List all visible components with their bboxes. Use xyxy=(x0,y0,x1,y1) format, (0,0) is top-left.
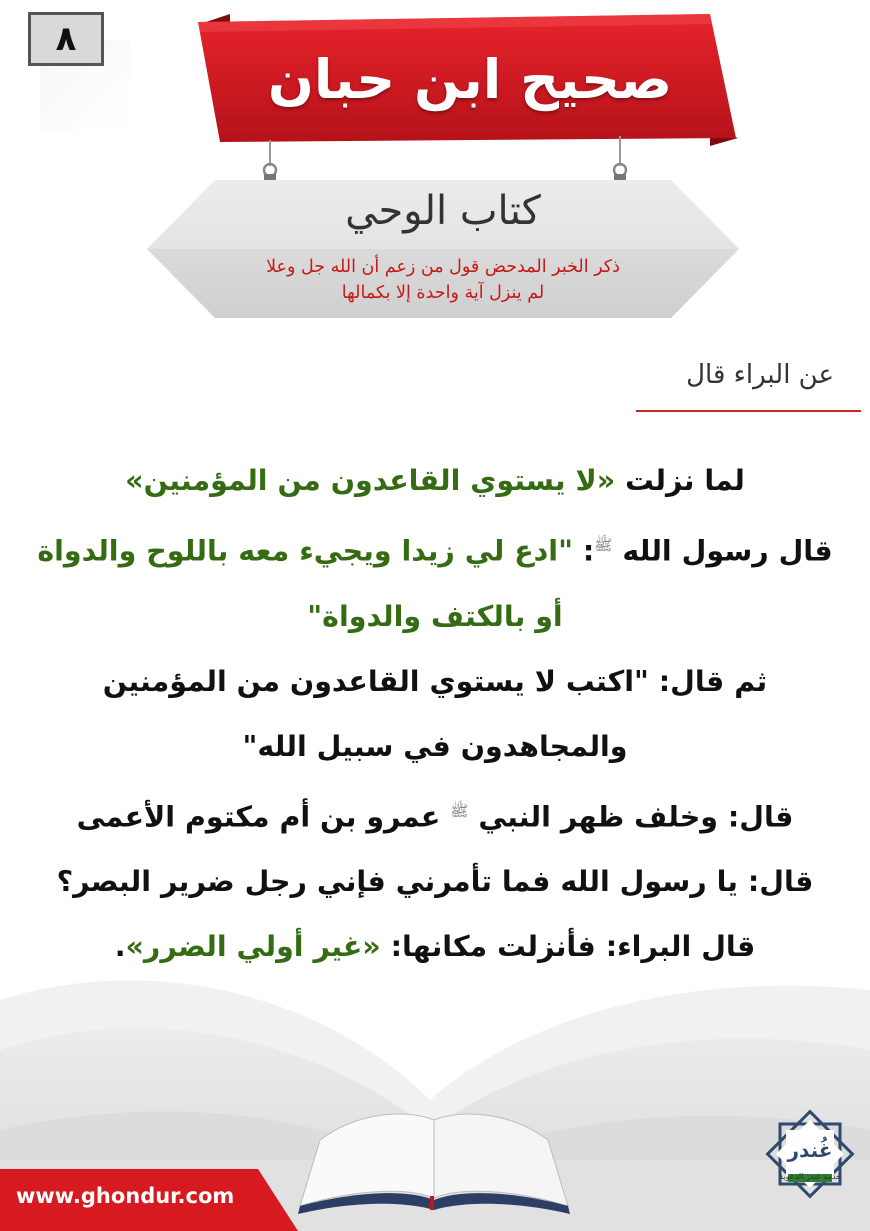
website-url[interactable]: www.ghondur.com xyxy=(16,1184,235,1208)
narrator-label: عن البراء قال xyxy=(686,360,834,390)
salutation-glyph: ﷺ xyxy=(594,536,613,554)
open-book-icon xyxy=(298,1114,570,1214)
chapter-title: كتاب الوحي xyxy=(345,188,541,234)
hadith-line-7: قال: يا رسول الله فما تأمرني فإني رجل ضرير البصر؟ xyxy=(56,865,814,898)
logo-name: غُندر xyxy=(787,1138,833,1162)
line-8-period: . xyxy=(114,930,126,963)
line-6-text-b: عمرو بن أم مكتوم الأعمى xyxy=(76,800,451,833)
narrator-underline xyxy=(636,410,861,412)
line-2-colon: : xyxy=(572,534,595,568)
hadith-line-3: أو بالكتف والدواة" xyxy=(307,599,563,633)
prophet-quote-1: "ادع لي زيدا ويجيء معه باللوح والدواة xyxy=(37,534,573,568)
title-banner xyxy=(190,10,750,190)
line-1-text: لما نزلت xyxy=(615,464,745,497)
hadith-line-1 xyxy=(14,448,856,513)
page-number-tag xyxy=(28,12,104,66)
chapter-subtitle xyxy=(175,254,711,306)
page-number: ٨ xyxy=(55,19,77,59)
hadith-line-4: ثم قال: "اكتب لا يستوي القاعدون من المؤمنين xyxy=(102,664,768,698)
hadith-line-6 xyxy=(14,779,856,850)
line-8-text: قال البراء: فأنزلت مكانها: xyxy=(380,930,756,963)
logo-tagline: خدمة غندر الدعوية xyxy=(779,1172,841,1181)
hadith-line-2 xyxy=(14,513,856,584)
line-6-text-a: قال: وخلف ظهر النبي xyxy=(468,800,794,833)
quran-quote-2: «غير أولي الضرر» xyxy=(125,930,381,963)
book-title: صحيح ابن حبان xyxy=(267,48,673,111)
quran-quote-1: «لا يستوي القاعدون من المؤمنين» xyxy=(125,464,616,497)
line-2-text: قال رسول الله xyxy=(612,534,833,568)
subtitle-line-2: لم ينزل آية واحدة إلا بكمالها xyxy=(341,283,545,303)
salutation-glyph-2: ﷺ xyxy=(450,801,469,820)
subtitle-line-1: ذكر الخبر المدحض قول من زعم أن الله جل وعلا xyxy=(266,257,620,277)
hadith-line-5: والمجاهدون في سبيل الله" xyxy=(242,729,628,763)
hadith-text xyxy=(14,448,856,979)
